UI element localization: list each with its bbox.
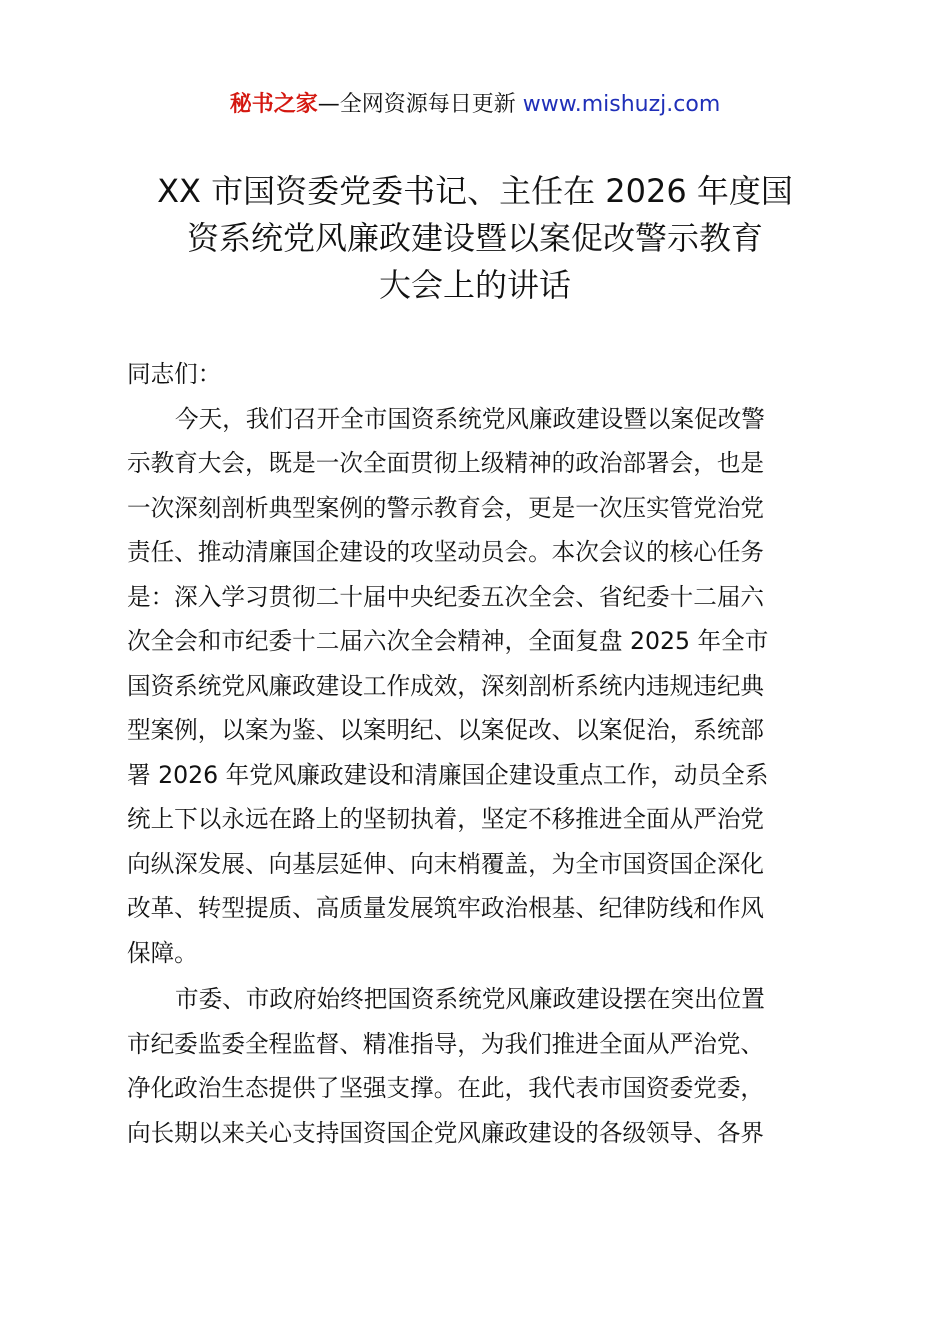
header-tagline: —全网资源每日更新 (317, 92, 523, 117)
paragraph-line: 保障。 (127, 938, 198, 967)
paragraph-line: 示教育大会，既是一次全面贯彻上级精神的政治部署会，也是 (127, 449, 765, 477)
title-line: 大会上的讲话 (378, 266, 571, 304)
paragraph-line: 改革、转型提质、高质量发展筑牢政治根基、纪律防线和作风 (127, 894, 765, 922)
paragraph-line: 次全会和市纪委十二届六次全会精神，全面复盘 2025 年全市 (127, 627, 769, 655)
paragraph-line: 市委、市政府始终把国资系统党风廉政建设摆在突出位置 (175, 985, 765, 1013)
paragraph-line: 市纪委监委全程监督、精准指导，为我们推进全面从严治党、 (127, 1029, 765, 1058)
site-header (0, 88, 950, 122)
paragraph-acknowledgement (127, 977, 837, 1155)
paragraph-line: 是：深入学习贯彻二十届中央纪委五次全会、省纪委十二届六 (127, 582, 765, 611)
paragraph-line: 责任、推动清廉国企建设的攻坚动员会。本次会议的核心任务 (127, 538, 765, 566)
title-line: XX 市国资委党委书记、主任在 2026 年度国 (157, 172, 793, 210)
title-line: 资系统党风廉政建设暨以案促改警示教育 (186, 219, 763, 257)
document-body (127, 352, 837, 1155)
paragraph-line: 型案例，以案为鉴、以案明纪、以案促改、以案促治，系统部 (127, 716, 765, 744)
paragraph-line: 统上下以永远在路上的坚韧执着，坚定不移推进全面从严治党 (127, 805, 765, 833)
brand-name: 秘书之家 (229, 92, 318, 117)
paragraph-line: 一次深刻剖析典型案例的警示教育会，更是一次压实管党治党 (127, 493, 765, 522)
document-title (100, 168, 850, 309)
site-url-link[interactable]: www.mishuzj.com (522, 92, 721, 117)
paragraph-line: 向纵深发展、向基层延伸、向末梢覆盖，为全市国资国企深化 (127, 849, 765, 878)
paragraph-line: 国资系统党风廉政建设工作成效，深刻剖析系统内违规违纪典 (127, 671, 765, 700)
paragraph-line: 净化政治生态提供了坚强支撑。在此，我代表市国资委党委， (127, 1074, 765, 1102)
paragraph-line: 向长期以来关心支持国资国企党风廉政建设的各级领导、各界 (127, 1118, 765, 1147)
paragraph-opening (127, 397, 837, 976)
paragraph-line: 今天，我们召开全市国资系统党风廉政建设暨以案促改警 (175, 404, 765, 433)
salutation: 同志们： (127, 360, 222, 388)
paragraph-line: 署 2026 年党风廉政建设和清廉国企建设重点工作，动员全系 (127, 760, 769, 789)
